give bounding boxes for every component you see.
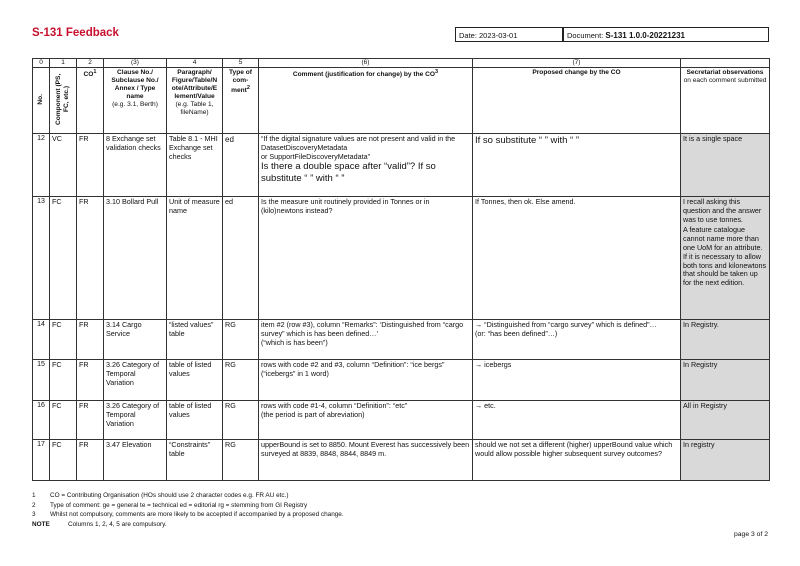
col-type-header: Type of com-ment$^2$ — [223, 68, 259, 134]
table-row — [33, 440, 770, 481]
row-comment: upperBound is set to 8850. Mount Everest has successively been surveyed at 8839, 8848, 8844, 8849 m. — [259, 440, 473, 481]
table-row — [33, 320, 770, 360]
row-paragraph: Table 8.1 - MHI Exchange set checks — [167, 134, 223, 197]
row-comment: rows with code #1-4, column “Definition”: “etc” (the period is part of abreviation) — [259, 401, 473, 440]
colnum: 0 — [33, 59, 50, 68]
colnum: (7) — [473, 59, 681, 68]
colnum: 4 — [167, 59, 223, 68]
row-type: RG — [223, 320, 259, 360]
row-component: FC — [50, 320, 77, 360]
footnote: 1 CO = Contributing Organisation (HOs should use 2 character codes e.g. FR AU etc.) — [32, 492, 289, 499]
row-comment: rows with code #2 and #3, column “Definition”: “ice bergs” (“icebergs” in 1 word) — [259, 360, 473, 401]
row-proposed: → etc. — [473, 401, 681, 440]
row-clause: 3.14 Cargo Service — [104, 320, 167, 360]
row-number: 15 — [33, 360, 50, 401]
col-co-header: $CO^1$ — [77, 68, 104, 134]
col-clause-header: Clause No./ Subclause No./ Annex / Type name (e.g. 3.1, Berth) — [104, 68, 167, 134]
row-clause: 8 Exchange set validation checks — [104, 134, 167, 197]
colnum: (6) — [259, 59, 473, 68]
row-proposed: If so substitute “ ” with “ ” — [473, 134, 681, 197]
row-co: FR — [77, 134, 104, 197]
footnotes — [32, 491, 344, 529]
table-row — [33, 360, 770, 401]
row-clause: 3.26 Category of Temporal Variation — [104, 401, 167, 440]
document-label: Document: — [567, 31, 604, 40]
colnum: 1 — [50, 59, 77, 68]
row-number: 16 — [33, 401, 50, 440]
col-proposed-header: Proposed change by the CO — [473, 68, 681, 134]
row-paragraph: Unit of measure name — [167, 197, 223, 320]
row-paragraph: table of listed values — [167, 360, 223, 401]
row-clause: 3.47 Elevation — [104, 440, 167, 481]
row-co: FR — [77, 401, 104, 440]
row-component: FC — [50, 440, 77, 481]
footnote: NOTE Columns 1, 2, 4, 5 are compulsory. — [32, 520, 167, 528]
date-box — [455, 27, 563, 42]
row-secretariat: In Registry. — [681, 320, 770, 360]
row-number: 17 — [33, 440, 50, 481]
row-type: RG — [223, 360, 259, 401]
col-secretariat-header: Secretariat observations on each comment submitted — [681, 68, 770, 134]
table-row — [33, 401, 770, 440]
table-row — [33, 197, 770, 320]
page-number: page 3 of 2 — [733, 531, 768, 538]
row-co: FR — [77, 360, 104, 401]
col-comment-header: Comment (justification for change) by the $CO^3$ — [259, 68, 473, 134]
row-paragraph: table of listed values — [167, 401, 223, 440]
colnum: (3) — [104, 59, 167, 68]
row-number: 14 — [33, 320, 50, 360]
row-proposed: → “Distinguished from “cargo survey” which is defined”… (or: “has been defined”…) — [473, 320, 681, 360]
footnote: 2 Type of comment: ge = general te = technical ed = editorial rg = stemming from GI Registry — [32, 501, 308, 509]
document-title: S-131 Feedback — [32, 27, 119, 39]
column-number-row — [33, 59, 770, 68]
row-number: 13 — [33, 197, 50, 320]
colnum: 2 — [77, 59, 104, 68]
row-component: FC — [50, 401, 77, 440]
row-comment: “If the digital signature values are not present and valid in the DatasetDiscoveryMetadata or SupportFileDiscoveryMetadata” Is there a double space after “valid”? If so substitute “ ” with “ ” — [259, 134, 473, 197]
document-value: S-131 1.0.0-20221231 — [605, 31, 685, 40]
row-component: FC — [50, 197, 77, 320]
row-proposed: If Tonnes, then ok. Else amend. — [473, 197, 681, 320]
row-secretariat: It is a single space — [681, 134, 770, 197]
row-number: 12 — [33, 134, 50, 197]
document-box — [563, 27, 769, 42]
header-row — [33, 68, 770, 134]
row-comment: item #2 (row #3), column “Remarks”: ‘Distinguished from “cargo survey” which is has been defined…’ (“which is has been”) — [259, 320, 473, 360]
row-type: RG — [223, 440, 259, 481]
row-type: ed — [223, 134, 259, 197]
date-label: Date: 2023-03-01 — [459, 31, 518, 40]
row-co: FR — [77, 197, 104, 320]
row-secretariat: All in Registry — [681, 401, 770, 440]
row-component: VC — [50, 134, 77, 197]
col-no-header: No. — [33, 68, 50, 134]
row-paragraph: “listed values” table — [167, 320, 223, 360]
feedback-table — [32, 58, 770, 481]
row-clause: 3.10 Bollard Pull — [104, 197, 167, 320]
row-type: ed — [223, 197, 259, 320]
row-type: RG — [223, 401, 259, 440]
row-paragraph: “Constraints” table — [167, 440, 223, 481]
row-co: FR — [77, 440, 104, 481]
row-secretariat: I recall asking this question and the answer was to use tonnes. A feature catalogue cannot name more than one UoM for an attribute. If it is necessary to allow both tons and kilonewtons that should be taken up for the next edition. — [681, 197, 770, 320]
row-proposed: should we not set a different (higher) upperBound value which would allow possible higher subsequent survey outcomes? — [473, 440, 681, 481]
table-row — [33, 134, 770, 197]
footnote: 3 Whilst not compulsory, comments are more likely to be accepted if accompanied by a proposed change. — [32, 511, 344, 519]
colnum: 5 — [223, 59, 259, 68]
row-secretariat: In registry — [681, 440, 770, 481]
col-component-header: Component (PS, FC, etc.) — [50, 68, 77, 134]
row-comment: Is the measure unit routinely provided in Tonnes or in (kilo)newtons instead? — [259, 197, 473, 320]
row-co: FR — [77, 320, 104, 360]
row-proposed: → icebergs — [473, 360, 681, 401]
row-secretariat: In Registry — [681, 360, 770, 401]
row-component: FC — [50, 360, 77, 401]
row-clause: 3.26 Category of Temporal Variation — [104, 360, 167, 401]
col-paragraph-header: Paragraph/ Figure/Table/N ote/Attribute/E lement/Value (e.g. Table 1, fileName) — [167, 68, 223, 134]
colnum — [681, 59, 770, 68]
